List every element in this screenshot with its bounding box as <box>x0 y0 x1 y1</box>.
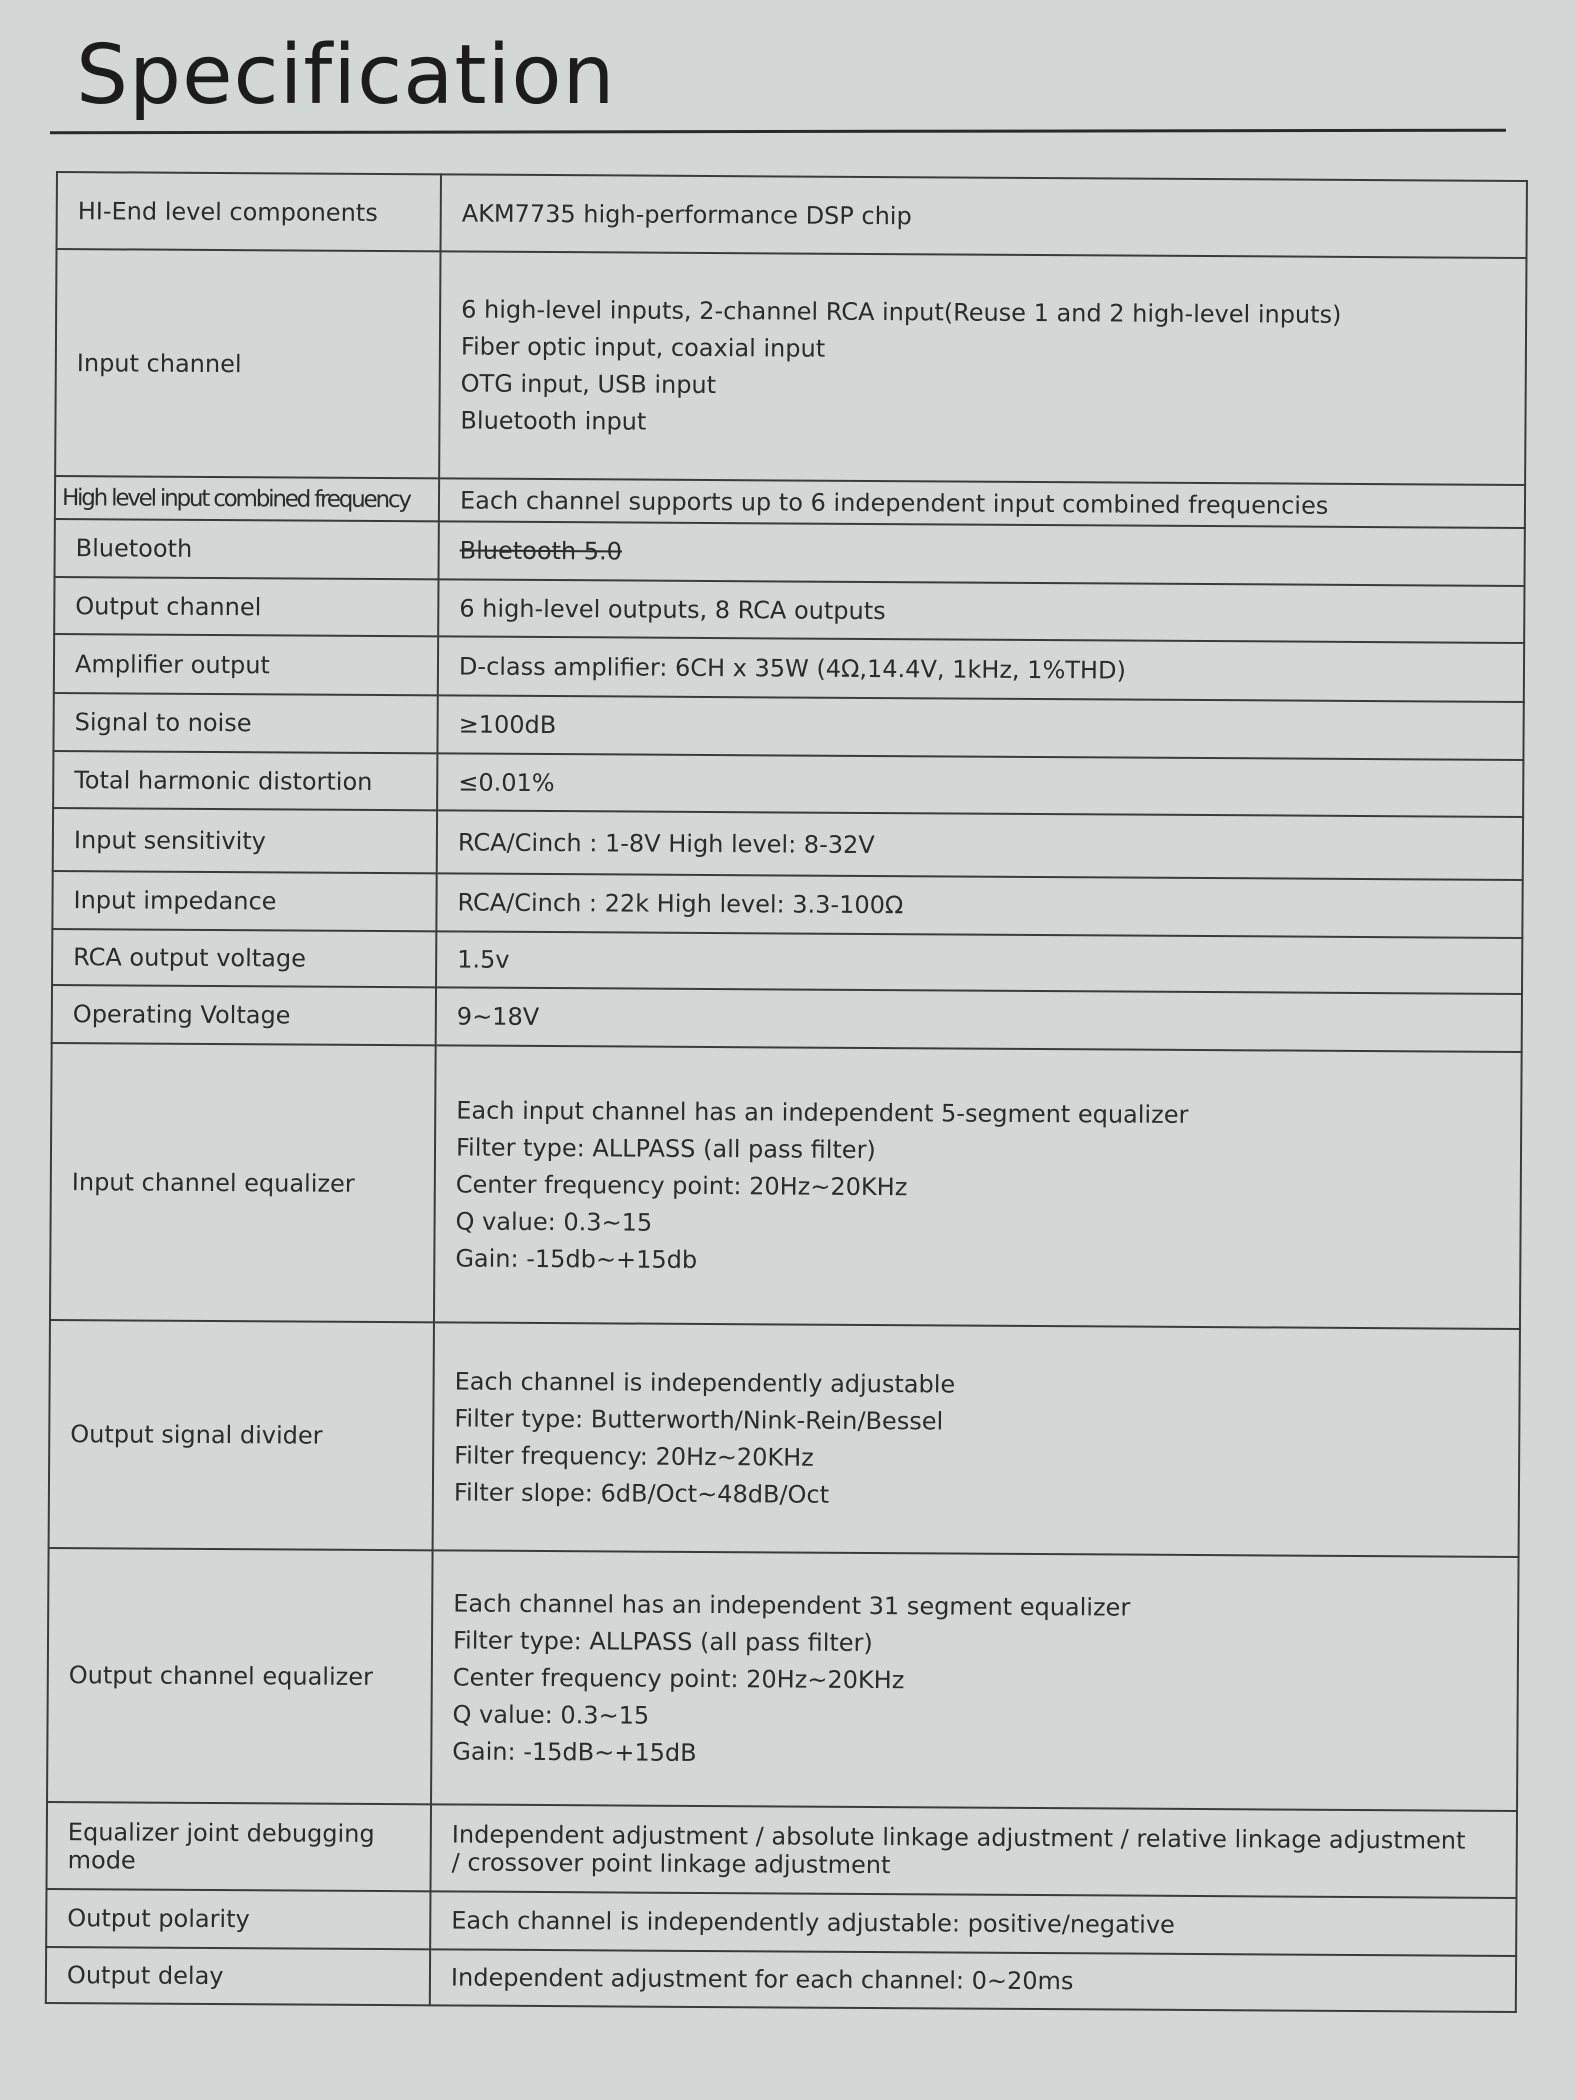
spec-value-line: Gain: -15db~+15db <box>455 1243 698 1274</box>
spec-row <box>52 871 1522 938</box>
spec-row <box>53 693 1523 760</box>
spec-value-line: Each channel is independently adjustable: positive/negative <box>451 1906 1175 1939</box>
spec-row <box>52 985 1522 1052</box>
spec-value-line: Q value: 0.3~15 <box>455 1206 653 1237</box>
spec-value-line: Bluetooth 5.0 <box>459 536 623 566</box>
spec-value-line: Independent adjustment for each channel: 0~20ms <box>450 1963 1074 1996</box>
spec-value <box>431 1550 1519 1811</box>
spec-value <box>434 1045 1522 1329</box>
spec-value-line: Each channel has an independent 31 segment equalizer <box>453 1589 1131 1622</box>
spec-value-line: Q value: 0.3~15 <box>452 1700 650 1730</box>
spec-value-line: Filter frequency: 20Hz~20KHz <box>454 1440 814 1472</box>
spec-value-line: Center frequency point: 20Hz~20KHz <box>455 1169 908 1201</box>
spec-value-line: Gain: -15dB~+15dB <box>452 1737 697 1767</box>
spec-row <box>46 1889 1516 1956</box>
spec-label: Input sensitivity <box>53 808 437 873</box>
title-underline <box>50 129 1506 135</box>
spec-value-line: Each input channel has an independent 5-segment equalizer <box>456 1095 1189 1129</box>
spec-value-line: Independent adjustment / absolute linkage adjustment / relative linkage adjustment <box>451 1819 1466 1855</box>
spec-label: Input channel <box>55 249 440 478</box>
spec-value-line: Filter type: ALLPASS (all pass filter) <box>452 1626 873 1658</box>
spec-value-line: 1.5v <box>457 945 510 974</box>
spec-label: Input impedance <box>52 871 436 931</box>
spec-row <box>57 172 1527 258</box>
spec-value-line: ≥100dB <box>458 710 557 740</box>
spec-label: Output polarity <box>46 1889 430 1949</box>
spec-value-line: 6 high-level outputs, 8 RCA outputs <box>459 593 886 625</box>
spec-value <box>433 1322 1520 1557</box>
spec-value-line: AKM7735 high-performance DSP chip <box>461 198 912 230</box>
spec-value-line: OTG input, USB input <box>460 369 717 400</box>
spec-row <box>55 249 1526 485</box>
spec-value-line: Bluetooth input <box>460 406 647 436</box>
spec-value <box>438 636 1524 702</box>
spec-row <box>52 929 1522 994</box>
spec-label: Operating Voltage <box>52 985 436 1045</box>
spec-label: Equalizer joint debugging mode <box>47 1802 432 1891</box>
spec-row <box>46 1947 1516 2012</box>
spec-value <box>441 174 1527 258</box>
spec-value-line: Fiber optic input, coaxial input <box>460 332 826 363</box>
spec-value <box>436 931 1522 994</box>
spec-value-line: Filter slope: 6dB/Oct~48dB/Oct <box>453 1477 830 1509</box>
spec-row <box>54 634 1524 702</box>
spec-row <box>55 519 1525 586</box>
spec-label: Output delay <box>46 1947 430 2005</box>
page-title: Specification <box>76 28 616 123</box>
spec-value-line: 9~18V <box>456 1002 540 1031</box>
spec-value-line: RCA/Cinch : 1-8V High level: 8-32V <box>457 827 875 859</box>
spec-value <box>438 579 1524 643</box>
spec-value-line: 6 high-level inputs, 2-channel RCA input(Reuse 1 and 2 high-level inputs) <box>461 295 1342 329</box>
spec-value-line: Center frequency point: 20Hz~20KHz <box>452 1663 905 1695</box>
spec-value <box>436 987 1522 1052</box>
spec-value <box>430 1804 1517 1898</box>
spec-value <box>439 251 1526 485</box>
spec-label: Signal to noise <box>53 693 437 753</box>
spec-value <box>436 873 1522 938</box>
spec-value-line: RCA/Cinch : 22k High level: 3.3-100Ω <box>457 888 904 920</box>
spec-row <box>47 1548 1519 1811</box>
spec-value <box>437 810 1523 880</box>
spec-value-line: / crossover point linkage adjustment <box>451 1847 891 1879</box>
spec-row <box>49 1320 1520 1557</box>
spec-label: RCA output voltage <box>52 929 436 987</box>
spec-label: Output channel equalizer <box>47 1548 433 1804</box>
spec-value <box>437 753 1523 817</box>
spec-label: High level input combined frequency <box>55 476 439 521</box>
spec-row <box>53 808 1523 880</box>
spec-value-line: Each channel supports up to 6 independent input combined frequencies <box>459 485 1329 520</box>
spec-label: HI-End level components <box>57 172 441 251</box>
spec-label: Amplifier output <box>54 634 438 695</box>
spec-value <box>439 478 1525 528</box>
spec-label: Input channel equalizer <box>50 1043 436 1322</box>
spec-table <box>45 171 1528 2013</box>
spec-value <box>437 695 1523 760</box>
spec-value-line: Filter type: Butterworth/Nink-Rein/Bessel <box>454 1403 944 1435</box>
spec-value-line: Each channel is independently adjustable <box>454 1366 956 1399</box>
spec-label: Output signal divider <box>49 1320 434 1550</box>
spec-label: Bluetooth <box>55 519 439 579</box>
spec-row <box>47 1802 1518 1898</box>
spec-row <box>50 1043 1522 1329</box>
spec-value <box>430 1949 1516 2012</box>
spec-value <box>430 1891 1516 1956</box>
spec-value-line: Filter type: ALLPASS (all pass filter) <box>455 1132 876 1164</box>
spec-label: Output channel <box>54 577 438 636</box>
spec-label: Total harmonic distortion <box>53 751 437 810</box>
spec-row <box>53 751 1523 817</box>
spec-value-line: D-class amplifier: 6CH x 35W (4Ω,14.4V, 1kHz, 1%THD) <box>458 651 1126 685</box>
spec-value <box>439 521 1525 586</box>
spec-row <box>54 577 1524 643</box>
spec-value-line: ≤0.01% <box>458 767 555 797</box>
